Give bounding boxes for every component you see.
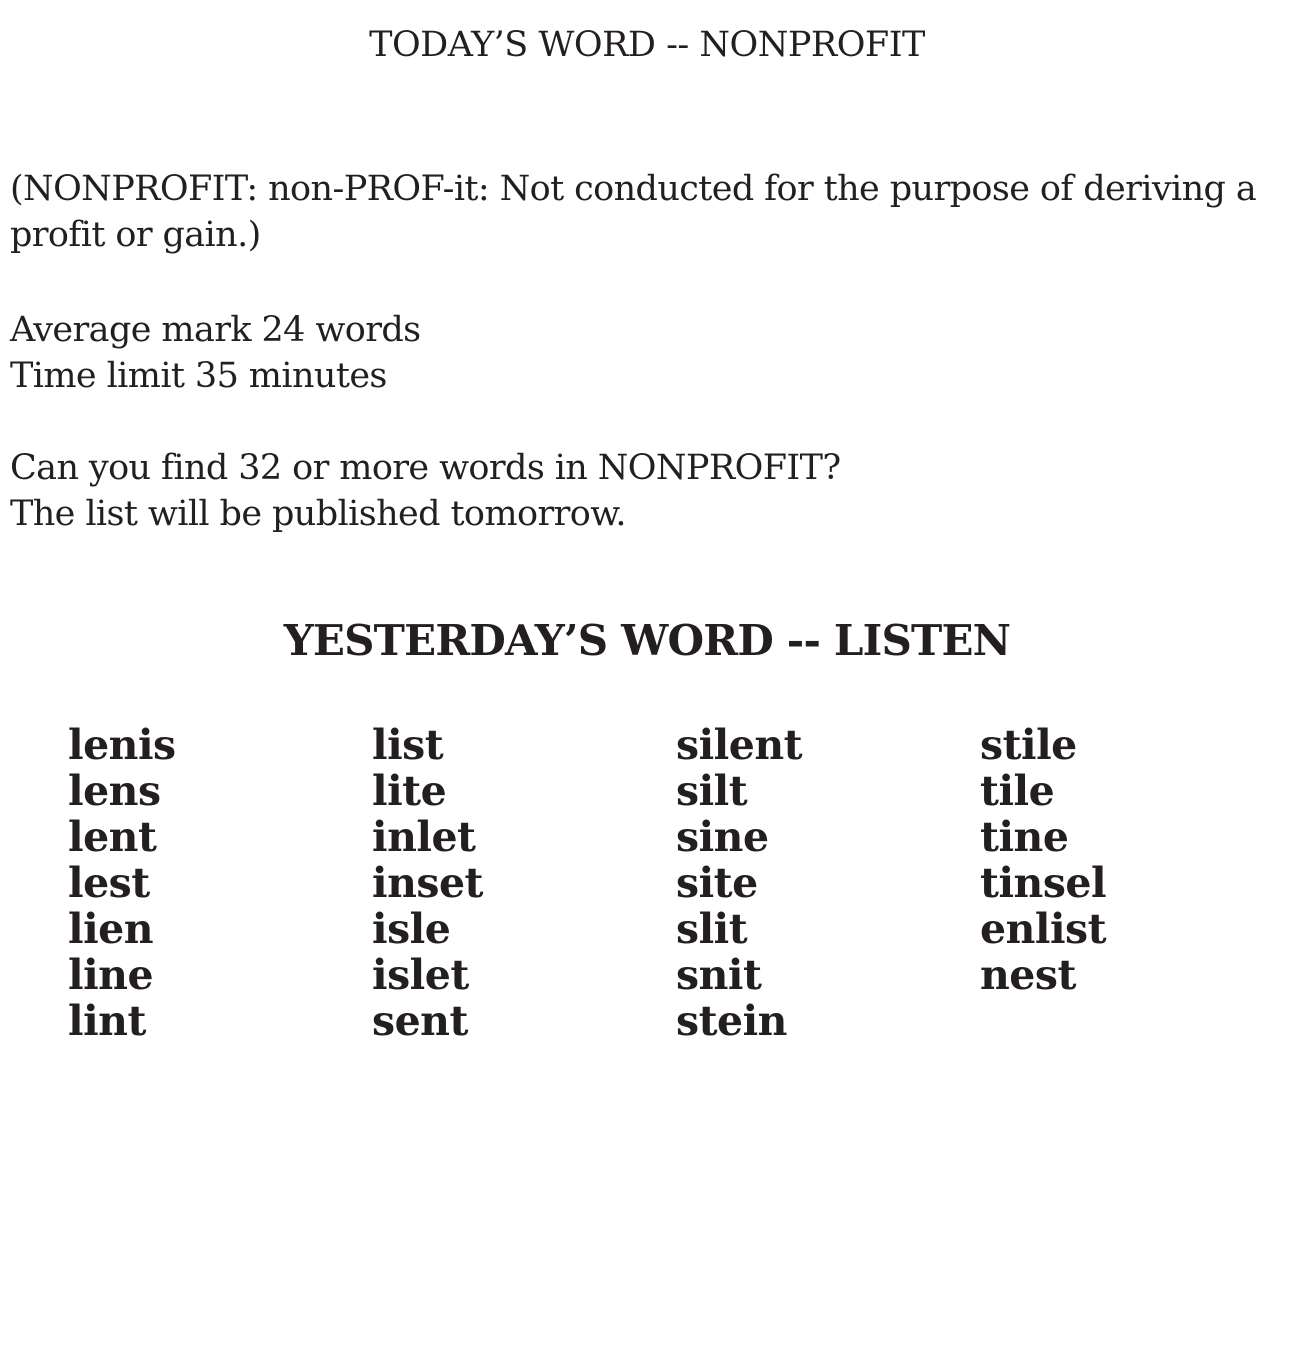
- answer-word: snit: [676, 951, 762, 999]
- word-column-1: [68, 722, 368, 1044]
- answer-word: lint: [68, 997, 146, 1045]
- answer-word: tile: [980, 767, 1055, 815]
- answer-word: list: [372, 721, 444, 769]
- answer-word: stein: [676, 997, 787, 1045]
- publish-note: The list will be published tomorrow.: [10, 494, 626, 534]
- answer-word: lens: [68, 767, 161, 815]
- answer-word: lien: [68, 905, 154, 953]
- answer-word: silt: [676, 767, 748, 815]
- answer-word: islet: [372, 951, 469, 999]
- puzzle-stats: [10, 307, 1280, 399]
- time-limit-text: Time limit 35 minutes: [10, 356, 387, 396]
- answer-word: lite: [372, 767, 447, 815]
- answer-word: sine: [676, 813, 769, 861]
- word-definition: (NONPROFIT: non-PROF-it: Not conducted for the purpose of deriving a profit or gain.): [10, 169, 1257, 255]
- answer-word: isle: [372, 905, 451, 953]
- puzzle-challenge: [10, 445, 1280, 537]
- answer-word: inlet: [372, 813, 476, 861]
- answer-word: sent: [372, 997, 468, 1045]
- word-column-4: [980, 722, 1280, 998]
- answer-word: tine: [980, 813, 1069, 861]
- yesterdays-word-heading: YESTERDAY’S WORD -- LISTEN: [283, 616, 1011, 665]
- word-column-3: [676, 722, 976, 1044]
- answer-word: lent: [68, 813, 157, 861]
- answer-word: enlist: [980, 905, 1107, 953]
- answer-word: lest: [68, 859, 150, 907]
- answer-word: stile: [980, 721, 1077, 769]
- answer-word: tinsel: [980, 859, 1107, 907]
- answer-word: inset: [372, 859, 483, 907]
- todays-word-heading: TODAY’S WORD -- NONPROFIT: [369, 25, 925, 65]
- word-column-2: [372, 722, 672, 1044]
- answer-word: slit: [676, 905, 748, 953]
- answer-word: line: [68, 951, 154, 999]
- challenge-question: Can you find 32 or more words in NONPROFIT?: [10, 448, 841, 488]
- answer-word: nest: [980, 951, 1076, 999]
- answer-word: lenis: [68, 721, 176, 769]
- average-mark-text: Average mark 24 words: [10, 310, 421, 350]
- answer-word: silent: [676, 721, 803, 769]
- answer-word: site: [676, 859, 758, 907]
